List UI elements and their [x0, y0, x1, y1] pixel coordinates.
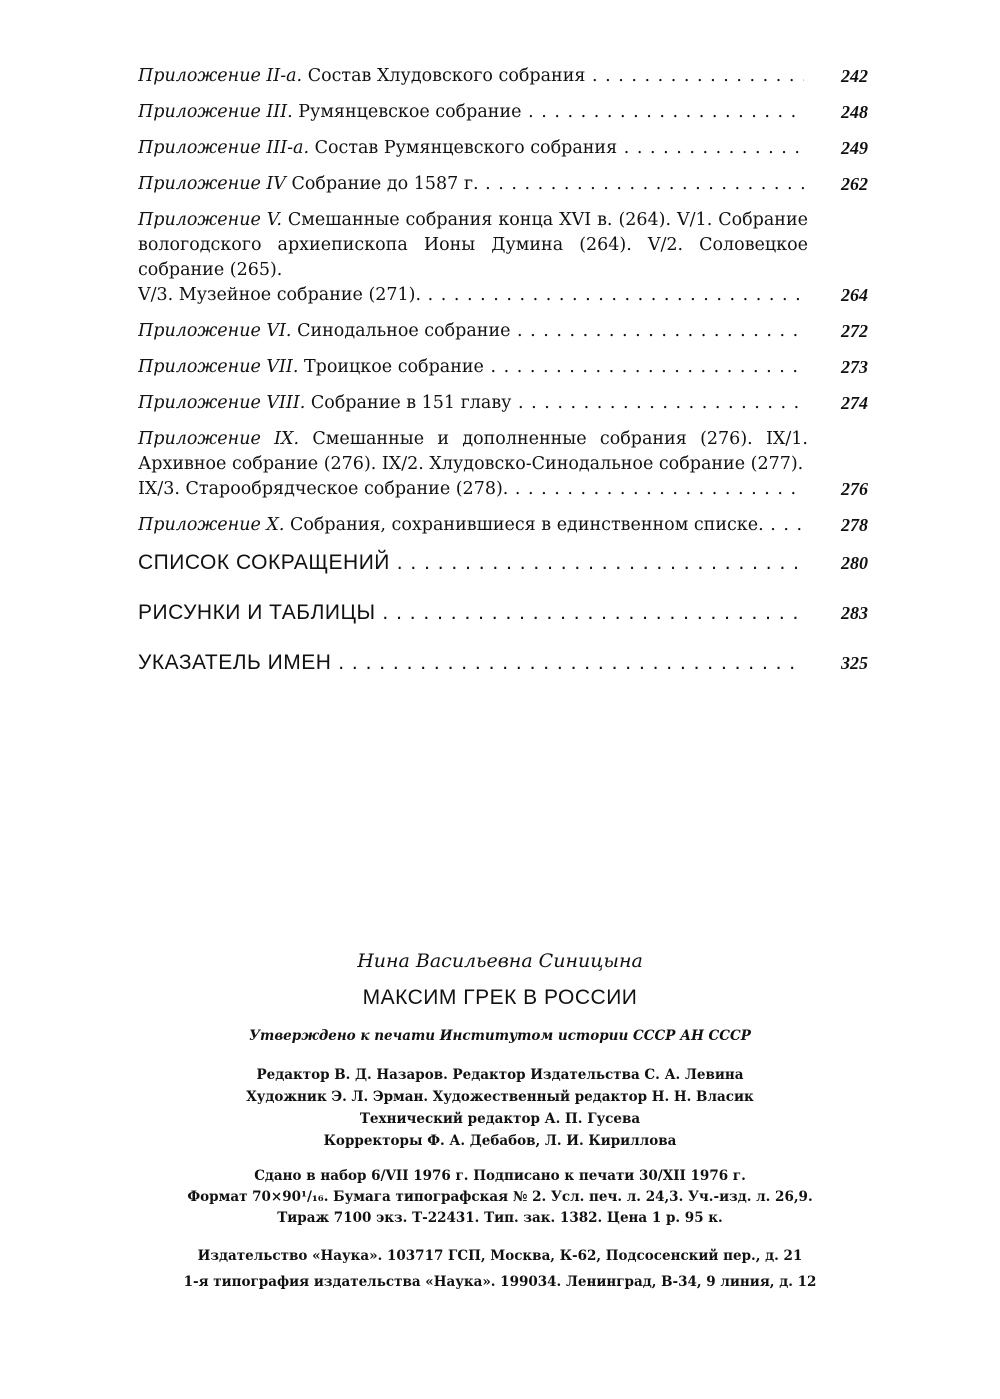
publisher-info [140, 1243, 860, 1295]
toc-entry-name-index [138, 649, 868, 677]
toc-entry-appendix-7 [138, 355, 868, 380]
print-line: Формат 70×90¹/₁₆. Бумага типографская № 2. Усл. печ. л. 24,3. Уч.-изд. л. 26,9. [187, 1189, 813, 1205]
toc-page: 276 [841, 479, 868, 499]
toc-page: 274 [841, 393, 868, 413]
toc-label: Приложение VI. [138, 321, 292, 341]
approval-note: Утверждено к печати Институтом истории СССР АН СССР [249, 1028, 751, 1044]
toc-text-last: V/3. Музейное собрание (271). . . . [138, 283, 804, 308]
toc-text: Собрание в 151 главу [305, 393, 512, 413]
toc-label: Приложение IX. [138, 429, 300, 449]
toc-entry-appendix-10 [138, 513, 868, 538]
toc-label: Приложение II-а. [138, 66, 303, 86]
publisher-line: 1-я типография издательства «Наука». 199034. Ленинград, В-34, 9 линия, д. 12 [183, 1274, 817, 1290]
toc-label: Приложение VII. [138, 357, 299, 377]
toc-page: 273 [841, 357, 868, 377]
toc-page: 280 [841, 553, 868, 573]
toc-page: 248 [841, 102, 868, 122]
editorial-staff [140, 1064, 860, 1152]
toc-page: 283 [841, 603, 868, 623]
toc-entry-abbreviations [138, 549, 868, 577]
toc-entry-appendix-2a [138, 64, 868, 89]
toc-major-title: РИСУНКИ И ТАБЛИЦЫ . . . [138, 599, 804, 627]
toc-entry-figures [138, 599, 868, 627]
toc-text: Собрания, сохранившиеся в единственном списке. [284, 515, 764, 535]
toc-entry-appendix-4 [138, 172, 868, 197]
toc-page: 262 [841, 174, 868, 194]
toc-text: Троицкое собрание [298, 357, 484, 377]
toc-label: Приложение III. [138, 102, 293, 122]
toc-label: Приложение V. [138, 210, 282, 230]
toc-page: 249 [841, 138, 868, 158]
toc-text: Смешанные собрания конца XVI в. (264). V/1. Собрание вологодского архиепископа Ионы Думина (264). V/2. Соловецкое собрание (265). [138, 210, 808, 280]
toc-entry-appendix-8 [138, 391, 868, 416]
toc-major-title: СПИСОК СОКРАЩЕНИЙ . . . [138, 549, 804, 577]
book-title: МАКСИМ ГРЕК В РОССИИ [362, 986, 638, 1009]
staff-line: Редактор В. Д. Назаров. Редактор Издательства С. А. Левина [256, 1067, 744, 1083]
toc-entry-appendix-6 [138, 319, 868, 344]
toc-text: Состав Румянцевского собрания [309, 138, 618, 158]
toc-page: 278 [841, 515, 868, 535]
print-line: Тираж 7100 экз. Т-22431. Тип. зак. 1382. Цена 1 р. 95 к. [277, 1210, 723, 1226]
toc-major-title: УКАЗАТЕЛЬ ИМЕН . . . [138, 649, 804, 677]
toc-label: Приложение VIII. [138, 393, 306, 413]
print-details [140, 1166, 860, 1229]
toc-page: 325 [841, 653, 868, 673]
toc-entry-appendix-3 [138, 100, 868, 125]
toc-label: Приложение IV [138, 174, 286, 194]
staff-line: Корректоры Ф. А. Дебабов, Л. И. Кириллова [323, 1133, 677, 1149]
toc-text: Собрание до 1587 г. [285, 174, 479, 194]
toc-entry-appendix-5 [138, 208, 868, 308]
staff-line: Технический редактор А. П. Гусева [359, 1111, 641, 1127]
toc-label: Приложение III-а. [138, 138, 310, 158]
toc-text-last: IX/3. Старообрядческое собрание (278). . . . [138, 477, 804, 502]
print-line: Сдано в набор 6/VII 1976 г. Подписано к печати 30/XII 1976 г. [254, 1168, 746, 1184]
toc-text: Румянцевское собрание [292, 102, 522, 122]
staff-line: Художник Э. Л. Эрман. Художественный редактор Н. Н. Власик [246, 1089, 754, 1105]
toc-page: 272 [841, 321, 868, 341]
toc-text: Состав Хлудовского собрания [302, 66, 586, 86]
toc-text: Синодальное собрание [291, 321, 511, 341]
toc-label: Приложение X. [138, 515, 285, 535]
publisher-line: Издательство «Наука». 103717 ГСП, Москва, К-62, Подсосенский пер., д. 21 [197, 1248, 803, 1264]
toc-text: Смешанные и дополненные собрания (276). IX/1. Архивное собрание (276). IX/2. Хлудовско-Синодальное собрание (277). [138, 429, 808, 474]
toc-page: 242 [841, 66, 868, 86]
toc-entry-appendix-3a [138, 136, 868, 161]
colophon [140, 950, 860, 1295]
author-name: Нина Васильевна Синицына [357, 950, 643, 972]
toc-page: 264 [841, 285, 868, 305]
table-of-contents [138, 64, 868, 699]
toc-entry-appendix-9 [138, 427, 868, 502]
